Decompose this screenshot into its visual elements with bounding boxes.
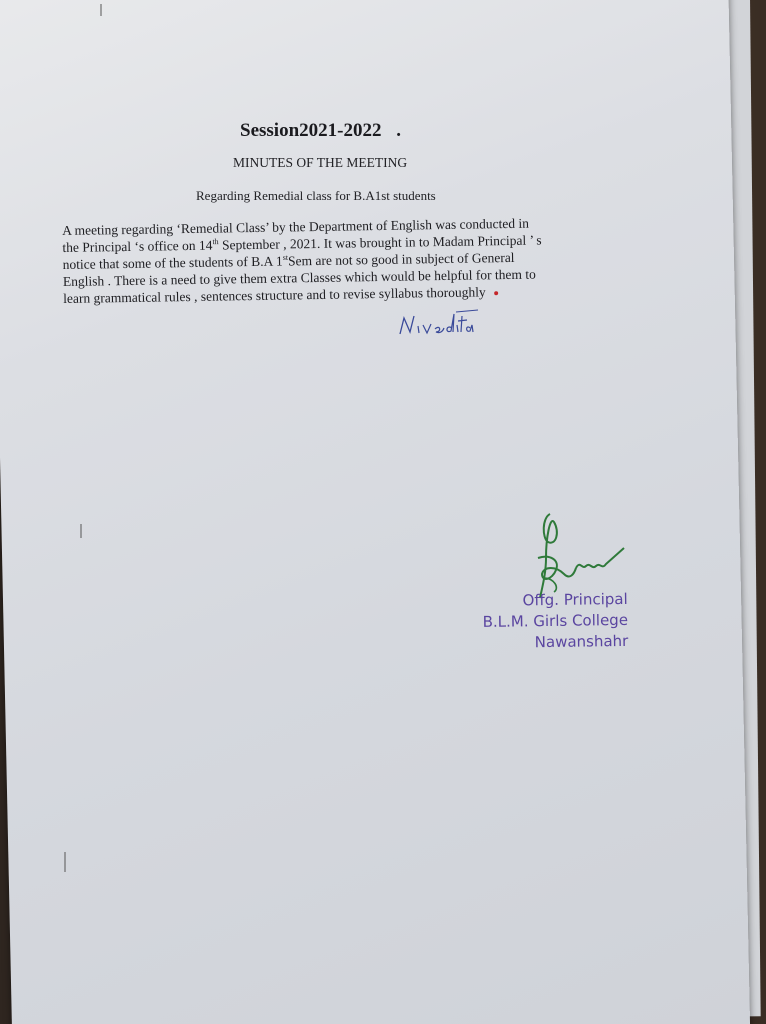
meeting-body	[62, 213, 623, 307]
minutes-title: MINUTES OF THE MEETING	[233, 155, 408, 170]
margin-mark-middle	[80, 524, 82, 538]
stamp-line-2: B.L.M. Girls College	[482, 610, 629, 631]
stamp-line-1: Offg. Principal	[522, 589, 628, 610]
body-line-2: the Principal ‘s office on 14th September , 2021. It was brought in to Madam Principal ’ s	[62, 232, 542, 255]
session-heading-dot: .	[396, 120, 401, 141]
handwritten-signature-nivedita	[396, 304, 486, 340]
margin-mark-bottom	[64, 852, 66, 872]
stamp-line-3: Nawanshahr	[534, 631, 629, 652]
principal-stamp	[470, 589, 629, 654]
session-heading-text: Session2021-2022	[240, 120, 382, 141]
red-ink-dot	[494, 291, 498, 295]
margin-mark-top	[100, 4, 102, 16]
regarding-line: Regarding Remedial class for B.A1st students	[196, 188, 436, 203]
body-line-1: A meeting regarding ‘Remedial Class’ by the Department of English was conducted in	[62, 215, 530, 238]
body-line-3: notice that some of the students of B.A 1stSem are not so good in subject of General	[62, 249, 515, 272]
body-line-4: English . There is a need to give them extra Classes which would be helpful for them to	[62, 266, 536, 289]
body-line-5: learn grammatical rules , sentences structure and to revise syllabus thoroughly	[63, 281, 623, 307]
session-heading	[240, 120, 401, 142]
